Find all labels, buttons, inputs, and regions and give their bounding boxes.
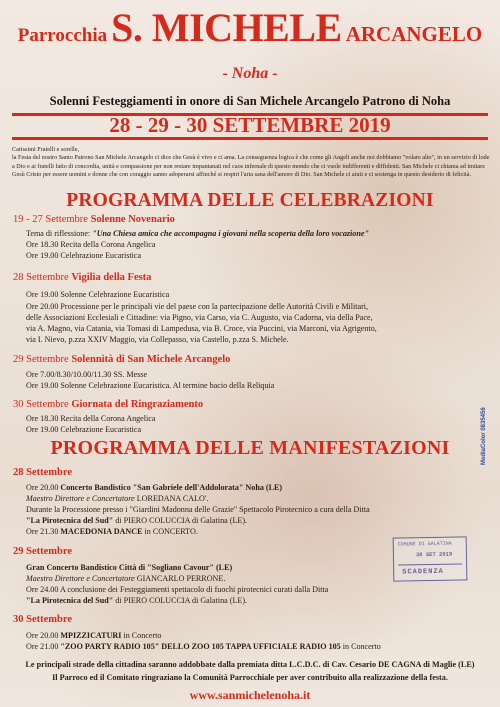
theme-text: "Una Chiesa amica che accompagna i giovani nella scoperta della loro vocazione" [92,229,369,238]
intro-body: la Festa del nostro Santo Patrono San Michele Arcangelo ci dice che Gesù è vivo e ci ama. La conseguenza logica è che come gli Angeli anche noi dobbiamo "volare alto", in un servizio di lode a Dio e ai fratelli fatto di concordia, unità e compassione per non restare impantanati nel caos infernale di questo mondo che ci vuole indifferenti e diffidenti. San Michele ci chiama ad imitare Gesù Cristo per essere uomini e donne che con coraggio sanno adoperarsi affinché si respiri l'aria sana dell'amore di Dio. San Michele ci aiuti e ci sostenga in questo desiderio di felicità. [12,154,490,179]
dates-rule [12,137,488,140]
event-name: MPIZZICATURI [60,631,122,640]
time: Ore 20.00 [26,631,59,640]
schedule-line: delle Associazioni Ecclesiali e Cittadine: via Pigno, via Carso, via C. Augusto, via Cadorna, via della Pace, [26,313,373,322]
intro-greeting: Carissimi Fratelli e sorelle, [12,146,80,153]
schedule-line [26,631,161,641]
company-detail: di PIERO COLUCCIA di Galatina (LE). [115,596,248,605]
schedule-line: via I. Nievo, p.zza XXIV Maggio, via Collepasso, via Castello, p.zza S. Michele. [26,335,289,344]
time: Ore 21.00 [26,642,59,651]
day-date: 29 Settembre [13,354,69,365]
schedule-line: Ore 24.00 A conclusione dei Festeggiamenti spettacolo di fuochi pirotecnici curati dalla Ditta [26,585,329,594]
place-name: - Noha - [222,65,278,82]
events-title: PROGRAMMA DELLE MANIFESTAZIONI [50,437,450,459]
schedule-line: Ore 18.30 Recita della Corona Angelica [26,240,156,249]
schedule-line: Ore 7.00/8.30/10.00/11.30 SS. Messe [26,370,148,379]
event-detail: in Concerto [123,631,162,640]
company: "La Pirotecnica del Sud" [26,516,114,525]
festival-dates: 28 - 29 - 30 SETTEMBRE 2019 [109,113,391,137]
title-name: S. MICHELE [111,5,342,50]
stamp-date: 30 SET 2019 [415,550,453,559]
schedule-line [26,516,247,526]
role: Maestro Direttore e Concertatore [26,494,135,503]
municipal-stamp [393,536,468,581]
day-date: 30 Settembre [13,614,72,625]
day-label: Solennità di San Michele Arcangelo [71,354,231,365]
schedule-line [26,483,282,493]
event-name: Concerto Bandistico "San Gabriele dell'Addolorata" Noha (LE) [60,483,283,492]
day-heading [13,614,72,625]
company: "La Pirotecnica del Sud" [26,596,114,605]
schedule-line [26,574,225,584]
person: GIANCARLO PERRONE. [136,574,226,583]
company-detail: di PIERO COLUCCIA di Galatina (LE). [115,516,248,525]
day-label: Vigilia della Festa [71,272,152,283]
schedule-line: Ore 19.00 Solenne Celebrazione Eucaristica. Al termine bacio della Reliquia [26,381,275,390]
stamp-label: SCADENZA [402,567,444,577]
intro-text [12,146,490,179]
celebrations-title: PROGRAMMA DELLE CELEBRAZIONI [66,190,434,211]
event-name: Gran Concerto Bandistico Città di "Sogliano Cavour" (LE) [26,563,233,572]
schedule-line: Durante la Processione presso i "Giardini Madonna delle Grazie" Spettacolo Pirotecnico a cura della Ditta [26,505,370,514]
schedule-line: via A. Magno, via Catania, via Tomasi di Lampedusa, via B. Croce, via Puccini, via Marconi, via Agrigento, [26,324,377,333]
day-heading [13,354,230,365]
schedule-line: Ore 19.00 Celebrazione Eucaristica [26,251,142,260]
printer-logo [481,373,493,465]
footer-line-1: Le principali strade della cittadina saranno addobbate dalla premiata ditta L.C.D.C. di Cav. Cesario DE CAGNA di Maglie (LE) [25,660,475,669]
title-suffix: ARCANGELO [345,22,483,46]
schedule-line [26,229,369,239]
schedule-line: Ore 20.00 Processione per le principali vie del paese con la partecipazione delle Autorità Civili e Militari, [26,302,369,311]
website-link[interactable]: www.sanmichelenoha.it [189,688,311,702]
stamp-issuer: COMUNE DI GALATINA [397,540,452,548]
day-label: Giornata del Ringraziamento [71,399,204,410]
time: Ore 21.30 [26,527,59,536]
event-name: "ZOO PARTY RADIO 105" DELLO ZOO 105 TAPPA UFFICIALE RADIO 105 [60,642,341,651]
footer-line-2: Il Parroco ed il Comitato ringraziano la Comunità Parrocchiale per aver contribuito alla realizzazione della festa. [52,673,448,682]
schedule-line [26,494,208,504]
day-heading [13,272,151,283]
printer-logo-text: MediaColor 0835456 [481,407,487,465]
day-date: 30 Settembre [13,399,69,410]
day-heading [13,467,72,478]
day-date: 28 Settembre [13,272,69,283]
schedule-line [26,596,247,606]
person: LOREDANA CALO'. [136,494,209,503]
schedule-line: Ore 19.00 Celebrazione Eucaristica [26,425,142,434]
time: Ore 20.00 [26,483,59,492]
title-prefix: Parrocchia [17,25,108,46]
schedule-line: Ore 18.30 Recita della Corona Angelica [26,414,156,423]
day-label: Solenne Novenario [90,214,175,225]
schedule-line: Ore 19.00 Solenne Celebrazione Eucaristica [26,290,170,299]
schedule-line [26,563,232,573]
day-heading [13,399,203,410]
day-date: 19 - 27 Settembre [13,214,88,225]
theme-prefix: Tema di riflessione: [26,229,91,238]
event-name: MACEDONIA DANCE [60,527,143,536]
event-detail: in Concerto [342,642,381,651]
subtitle: Solenni Festeggiamenti in onore di San Michele Arcangelo Patrono di Noha [49,94,451,108]
day-heading [13,214,175,225]
schedule-line [26,642,381,652]
parish-title [0,4,500,51]
role: Maestro Direttore e Concertatore [26,574,135,583]
day-heading [13,546,72,557]
day-date: 29 Settembre [13,546,72,557]
schedule-line [26,527,198,537]
day-date: 28 Settembre [13,467,72,478]
event-detail: in CONCERTO. [144,527,198,536]
stamp-divider [398,563,462,565]
